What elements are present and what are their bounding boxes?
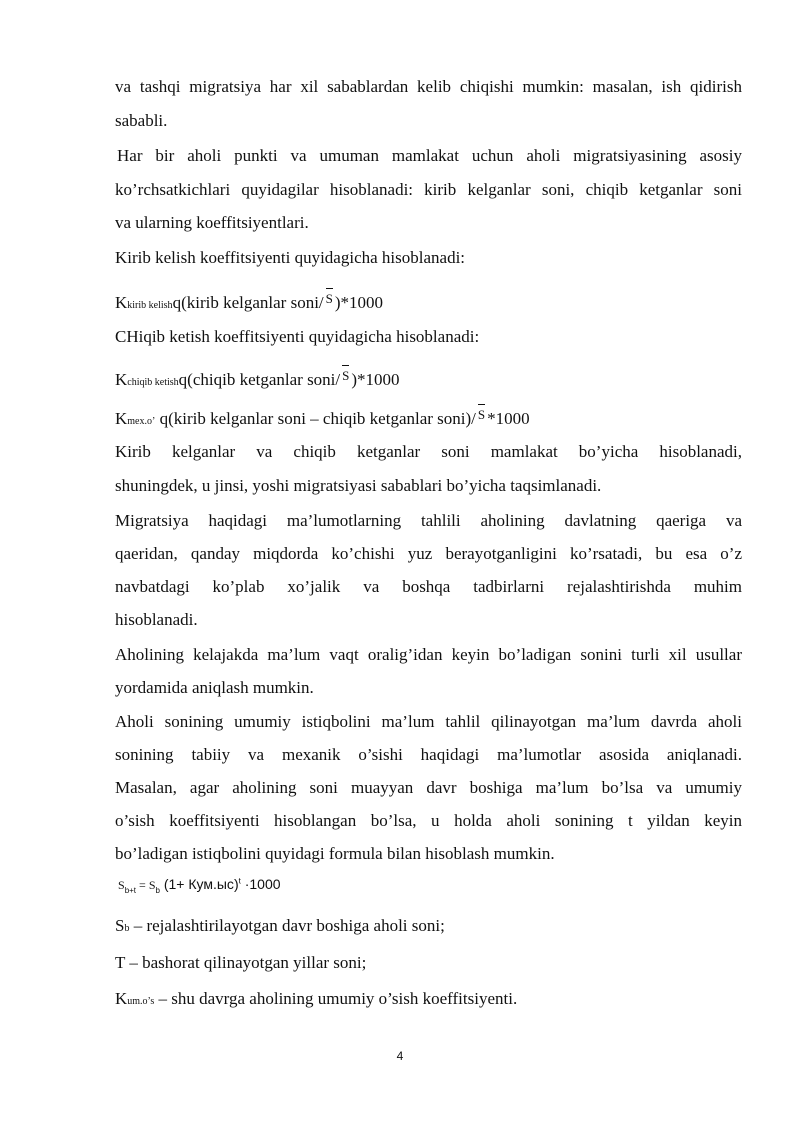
paragraph-line: navbatdagi ko’plab xo’jalik va boshqa tadbirlarni rejalashtirishda muhim: [115, 577, 742, 596]
definition-k: [115, 989, 742, 1012]
paragraph-line: va tashqi migratsiya har xil sabablardan kelib chiqishi mumkin: masalan, ish qidirish: [115, 77, 742, 96]
formula-symbol: S: [148, 878, 156, 892]
definition-sb: [115, 916, 742, 939]
paragraph-line: sababli.: [115, 111, 168, 130]
paragraph-line: hisoblanadi.: [115, 610, 198, 629]
paragraph-line: va ularning koeffitsiyentlari.: [115, 213, 309, 232]
formula-text: ): [233, 876, 239, 892]
definition-text: – shu davrga aholining umumiy o’sish koeffitsiyenti.: [154, 989, 518, 1008]
formula-subscript: mex.o’: [127, 416, 156, 427]
paragraph-line: sonining tabiiy va mexanik o’sishi haqidagi ma’lumotlar asosida aniqlanadi.: [115, 745, 742, 764]
definition-t: T – bashorat qilinayotgan yillar soni;: [115, 953, 367, 972]
formula-subscript: kirib kelish: [127, 300, 173, 311]
mean-population-symbol: S: [478, 405, 485, 425]
paragraph-line: qaeridan, qanday miqdorda ko’chishi yuz berayotganligini ko’rsatadi, bu esa o’z: [115, 544, 742, 563]
formula-subscript: chiqib ketish: [127, 377, 179, 388]
formula-symbol: S: [118, 878, 125, 892]
paragraph-line: yordamida aniqlash mumkin.: [115, 678, 314, 697]
formula-text: )*1000: [334, 293, 384, 312]
formula-text: ·1000: [240, 876, 281, 892]
formula-text: q(kirib kelganlar soni/: [172, 293, 324, 312]
formula-chiqib-ketish: [115, 366, 742, 393]
formula-symbol: K: [115, 370, 128, 389]
definition-subscript: b: [124, 923, 130, 934]
mean-population-symbol: S: [326, 289, 333, 309]
paragraph-line: Aholining kelajakda ma’lum vaqt oralig’idan keyin bo’ladigan sonini turli xil usullar: [115, 645, 742, 664]
formula-text: q(chiqib ketganlar soni/: [178, 370, 341, 389]
paragraph-line: bo’ladigan istiqbolini quyidagi formula bilan hisoblash mumkin.: [115, 844, 555, 863]
mean-population-symbol: S: [342, 366, 349, 386]
paragraph-line: Aholi sonining umumiy istiqbolini ma’lum tahlil qilinayotgan ma’lum davrda aholi: [115, 712, 742, 731]
paragraph-line: o’sish koeffitsiyenti hisoblangan bo’lsa, u holda aholi sonining t yildan keyin: [115, 811, 742, 830]
formula-mexanik: [115, 405, 742, 432]
paragraph-line: shuningdek, u jinsi, yoshi migratsiyasi sabablari bo’yicha taqsimlanadi.: [115, 476, 602, 495]
formula-symbol: K: [115, 409, 128, 428]
formula-symbol: K: [115, 293, 128, 312]
definition-symbol: S: [115, 916, 125, 935]
definition-subscript: um.o’s: [127, 996, 155, 1007]
paragraph-line: Kirib kelish koeffitsiyenti quyidagicha hisoblanadi:: [115, 248, 466, 267]
formula-text: )*1000: [351, 370, 400, 389]
page-number: 4: [396, 1049, 404, 1063]
paragraph-line: CHiqib ketish koeffitsiyenti quyidagicha hisoblanadi:: [115, 327, 480, 346]
formula-kirib-kelish: [115, 289, 742, 316]
formula-coefficient: Кум.ыс: [188, 876, 234, 892]
definition-text: – rejalashtirilayotgan davr boshiga aholi soni;: [129, 916, 445, 935]
paragraph-line: ko’rchsatkichlari quyidagilar hisoblanadi: kirib kelganlar soni, chiqib ketganlar soni: [115, 180, 742, 199]
formula-exponent: t: [238, 876, 241, 886]
formula-subscript: b: [155, 885, 160, 895]
formula-subscript: b+t: [124, 885, 137, 895]
definition-symbol: K: [115, 989, 128, 1008]
paragraph-line: Masalan, agar aholining soni muayyan davr boshiga ma’lum bo’lsa va umumiy: [115, 778, 742, 797]
paragraph-line: Migratsiya haqidagi ma’lumotlarning tahlili aholining davlatning qaeriga va: [115, 511, 742, 530]
formula-text: *1000: [487, 409, 530, 428]
formula-text: q(kirib kelganlar soni – chiqib ketganlar soni)/: [155, 409, 476, 428]
formula-text: (1+: [159, 876, 189, 892]
paragraph-line: Har bir aholi punkti va umuman mamlakat uchun aholi migratsiyasining asosiy: [117, 146, 742, 165]
population-forecast-formula: [118, 876, 281, 895]
formula-operator: =: [136, 878, 149, 892]
paragraph-line: Kirib kelganlar va chiqib ketganlar soni mamlakat bo’yicha hisoblanadi,: [115, 442, 742, 461]
